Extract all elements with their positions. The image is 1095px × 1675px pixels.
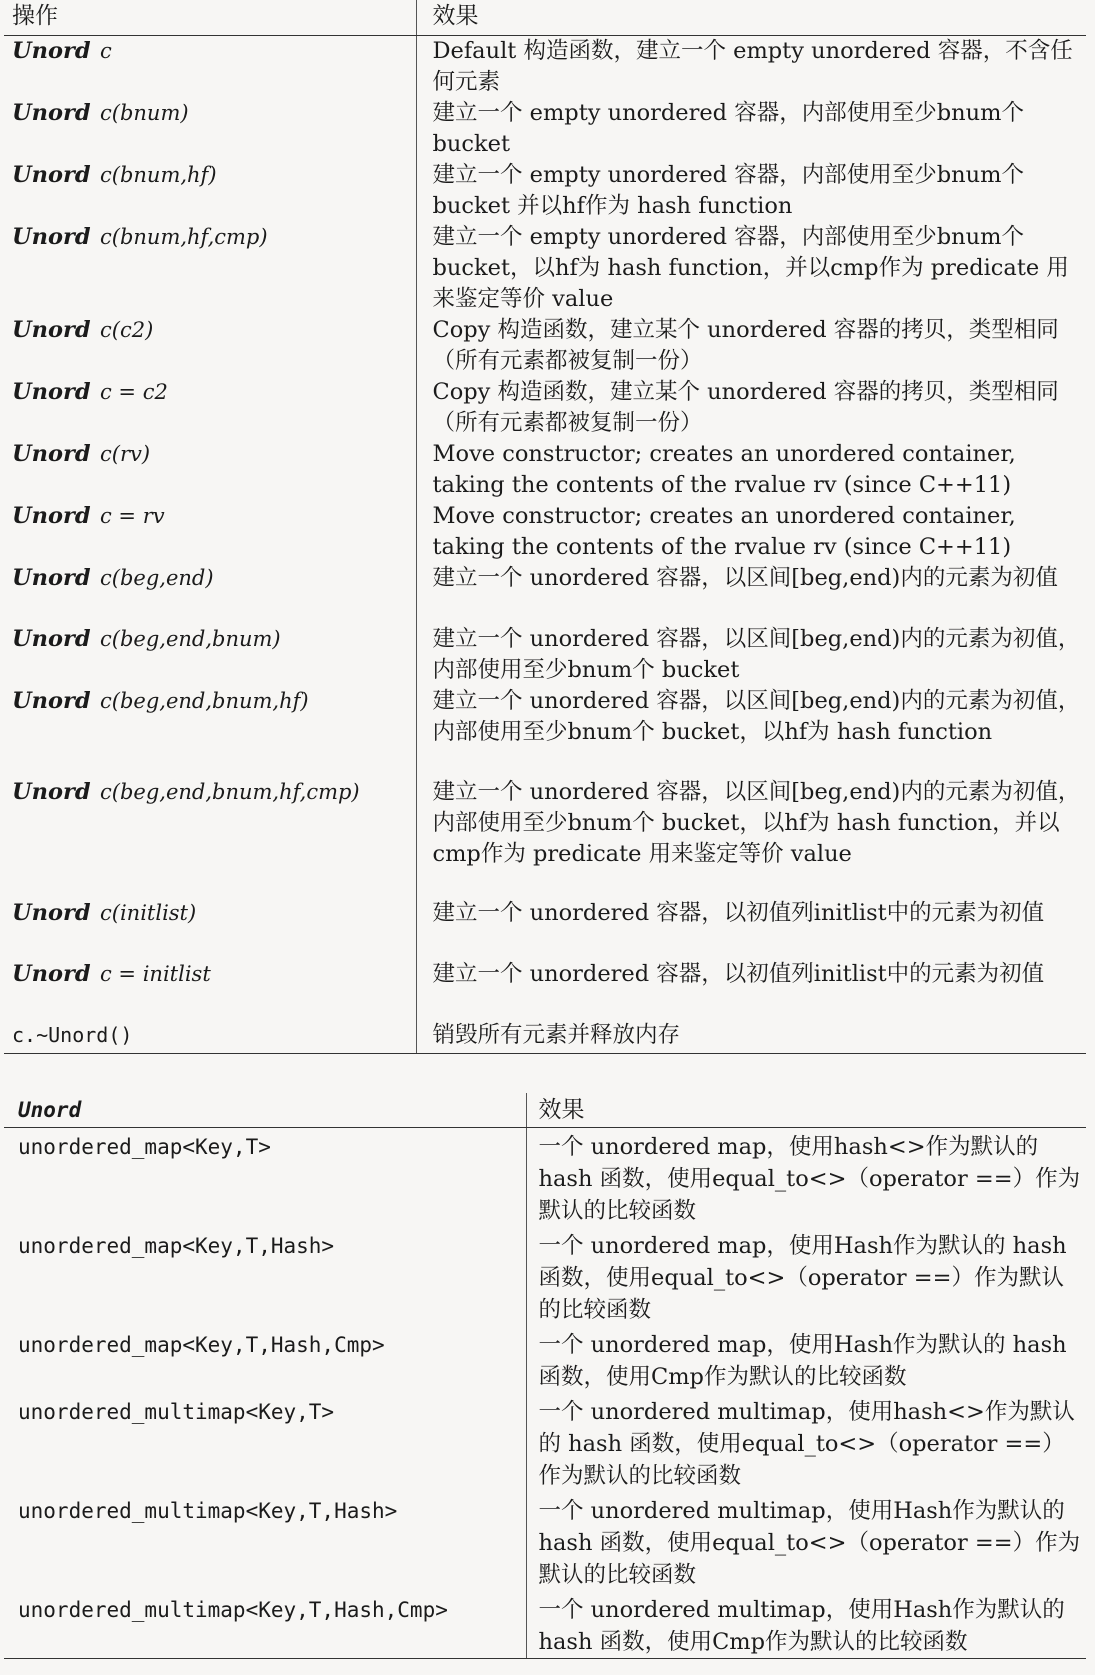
table-row xyxy=(4,1020,1086,1053)
table-row xyxy=(4,563,1086,624)
op-effect: 建立一个 unordered 容器，以区间[beg,end)内的元素为初值 xyxy=(416,563,1086,624)
op-effect: 销毁所有元素并释放内存 xyxy=(416,1020,1086,1053)
table-row xyxy=(4,439,1086,501)
unord-types-table xyxy=(4,1093,1086,1659)
op-name: Unord xyxy=(12,565,91,591)
table-row xyxy=(4,501,1086,563)
op-name: Unord xyxy=(12,961,91,987)
table-row xyxy=(4,624,1086,686)
op-name: Unord xyxy=(12,441,91,467)
op-effect: Copy 构造函数，建立某个 unordered 容器的拷贝，类型相同（所有元素都被复制一份） xyxy=(416,377,1086,439)
table-row xyxy=(4,1227,1086,1326)
table-header-row xyxy=(4,0,1086,36)
table-row xyxy=(4,898,1086,959)
type-signature: unordered_multimap<Key,T,Hash,Cmp> xyxy=(4,1591,526,1659)
type-effect: 一个 unordered map，使用Hash作为默认的 hash 函数，使用equal_to<>（operator ==）作为默认的比较函数 xyxy=(526,1227,1086,1326)
header-effect: 效果 xyxy=(526,1093,1086,1128)
op-signature: c xyxy=(100,39,112,63)
table-row xyxy=(4,36,1086,99)
op-signature: c(beg,end,bnum,hf,cmp) xyxy=(100,780,360,804)
op-signature: c(initlist) xyxy=(100,901,197,925)
op-name: Unord xyxy=(12,38,91,64)
table-row xyxy=(4,377,1086,439)
header-effect: 效果 xyxy=(416,0,1086,36)
table-row xyxy=(4,1326,1086,1393)
table-row xyxy=(4,315,1086,377)
op-effect: 建立一个 unordered 容器，以区间[beg,end)内的元素为初值，内部使用至少bnum个 bucket，以hf为 hash function xyxy=(416,686,1086,777)
op-name: Unord xyxy=(12,100,91,126)
type-effect: 一个 unordered map，使用Hash作为默认的 hash 函数，使用Cmp作为默认的比较函数 xyxy=(526,1326,1086,1393)
op-signature: c = initlist xyxy=(100,962,211,986)
header-type: Unord xyxy=(4,1093,526,1128)
op-name: Unord xyxy=(12,379,91,405)
op-signature: c = rv xyxy=(100,504,165,528)
table-row xyxy=(4,1393,1086,1492)
table-row xyxy=(4,1128,1086,1228)
type-effect: 一个 unordered map，使用hash<>作为默认的 hash 函数，使用equal_to<>（operator ==）作为默认的比较函数 xyxy=(526,1128,1086,1228)
op-effect: 建立一个 empty unordered 容器，内部使用至少bnum个 bucket 并以hf作为 hash function xyxy=(416,160,1086,222)
type-effect: 一个 unordered multimap，使用hash<>作为默认的 hash 函数，使用equal_to<>（operator ==）作为默认的比较函数 xyxy=(526,1393,1086,1492)
op-name: Unord xyxy=(12,317,91,343)
type-effect: 一个 unordered multimap，使用Hash作为默认的 hash 函数，使用Cmp作为默认的比较函数 xyxy=(526,1591,1086,1659)
type-signature: unordered_map<Key,T,Hash,Cmp> xyxy=(18,1333,385,1357)
op-signature: c(c2) xyxy=(100,318,154,342)
table-row xyxy=(4,98,1086,160)
op-name: Unord xyxy=(12,900,91,926)
op-name: Unord xyxy=(12,162,91,188)
op-effect: Copy 构造函数，建立某个 unordered 容器的拷贝，类型相同（所有元素都被复制一份） xyxy=(416,315,1086,377)
op-signature: c(bnum,hf,cmp) xyxy=(100,225,268,249)
table-row xyxy=(4,686,1086,777)
op-signature: c(rv) xyxy=(100,442,151,466)
op-name: Unord xyxy=(12,779,91,805)
op-effect: 建立一个 unordered 容器，以初值列initlist中的元素为初值 xyxy=(416,959,1086,1020)
table-header-row xyxy=(4,1093,1086,1128)
table-row xyxy=(4,1492,1086,1591)
op-effect: Move constructor; creates an unordered container, taking the contents of the rvalue rv (since C++11) xyxy=(416,501,1086,563)
op-effect: Default 构造函数，建立一个 empty unordered 容器，不含任何元素 xyxy=(416,36,1086,99)
op-signature: c.~Unord() xyxy=(12,1023,133,1047)
op-name: Unord xyxy=(12,224,91,250)
op-effect: 建立一个 unordered 容器，以区间[beg,end)内的元素为初值，内部使用至少bnum个 bucket，以hf为 hash function，并以cmp作为 predicate 用来鉴定等价 value xyxy=(416,777,1086,898)
op-effect: 建立一个 unordered 容器，以区间[beg,end)内的元素为初值，内部使用至少bnum个 bucket xyxy=(416,624,1086,686)
op-signature: c = c2 xyxy=(100,380,168,404)
op-signature: c(beg,end,bnum) xyxy=(100,627,281,651)
type-signature: unordered_multimap<Key,T> xyxy=(18,1400,335,1424)
op-name: Unord xyxy=(12,626,91,652)
type-signature: unordered_map<Key,T,Hash> xyxy=(18,1234,335,1258)
table-row xyxy=(4,777,1086,898)
type-effect: 一个 unordered multimap，使用Hash作为默认的 hash 函数，使用equal_to<>（operator ==）作为默认的比较函数 xyxy=(526,1492,1086,1591)
table-row xyxy=(4,222,1086,315)
type-signature: unordered_map<Key,T> xyxy=(18,1135,271,1159)
table-row xyxy=(4,160,1086,222)
op-signature: c(bnum) xyxy=(100,101,189,125)
table-row xyxy=(4,959,1086,1020)
op-name: Unord xyxy=(12,503,91,529)
constructor-operations-table xyxy=(4,0,1086,1054)
op-signature: c(bnum,hf) xyxy=(100,163,217,187)
op-effect: 建立一个 empty unordered 容器，内部使用至少bnum个 bucket，以hf为 hash function，并以cmp作为 predicate 用来鉴定等价 value xyxy=(416,222,1086,315)
op-signature: c(beg,end,bnum,hf) xyxy=(100,689,309,713)
op-effect: 建立一个 empty unordered 容器，内部使用至少bnum个 bucket xyxy=(416,98,1086,160)
op-name: Unord xyxy=(12,688,91,714)
type-signature: unordered_multimap<Key,T,Hash> xyxy=(18,1499,398,1523)
header-operation: 操作 xyxy=(4,0,416,36)
table-row xyxy=(4,1591,1086,1659)
op-effect: Move constructor; creates an unordered container, taking the contents of the rvalue rv (since C++11) xyxy=(416,439,1086,501)
op-effect: 建立一个 unordered 容器，以初值列initlist中的元素为初值 xyxy=(416,898,1086,959)
op-signature: c(beg,end) xyxy=(100,566,214,590)
